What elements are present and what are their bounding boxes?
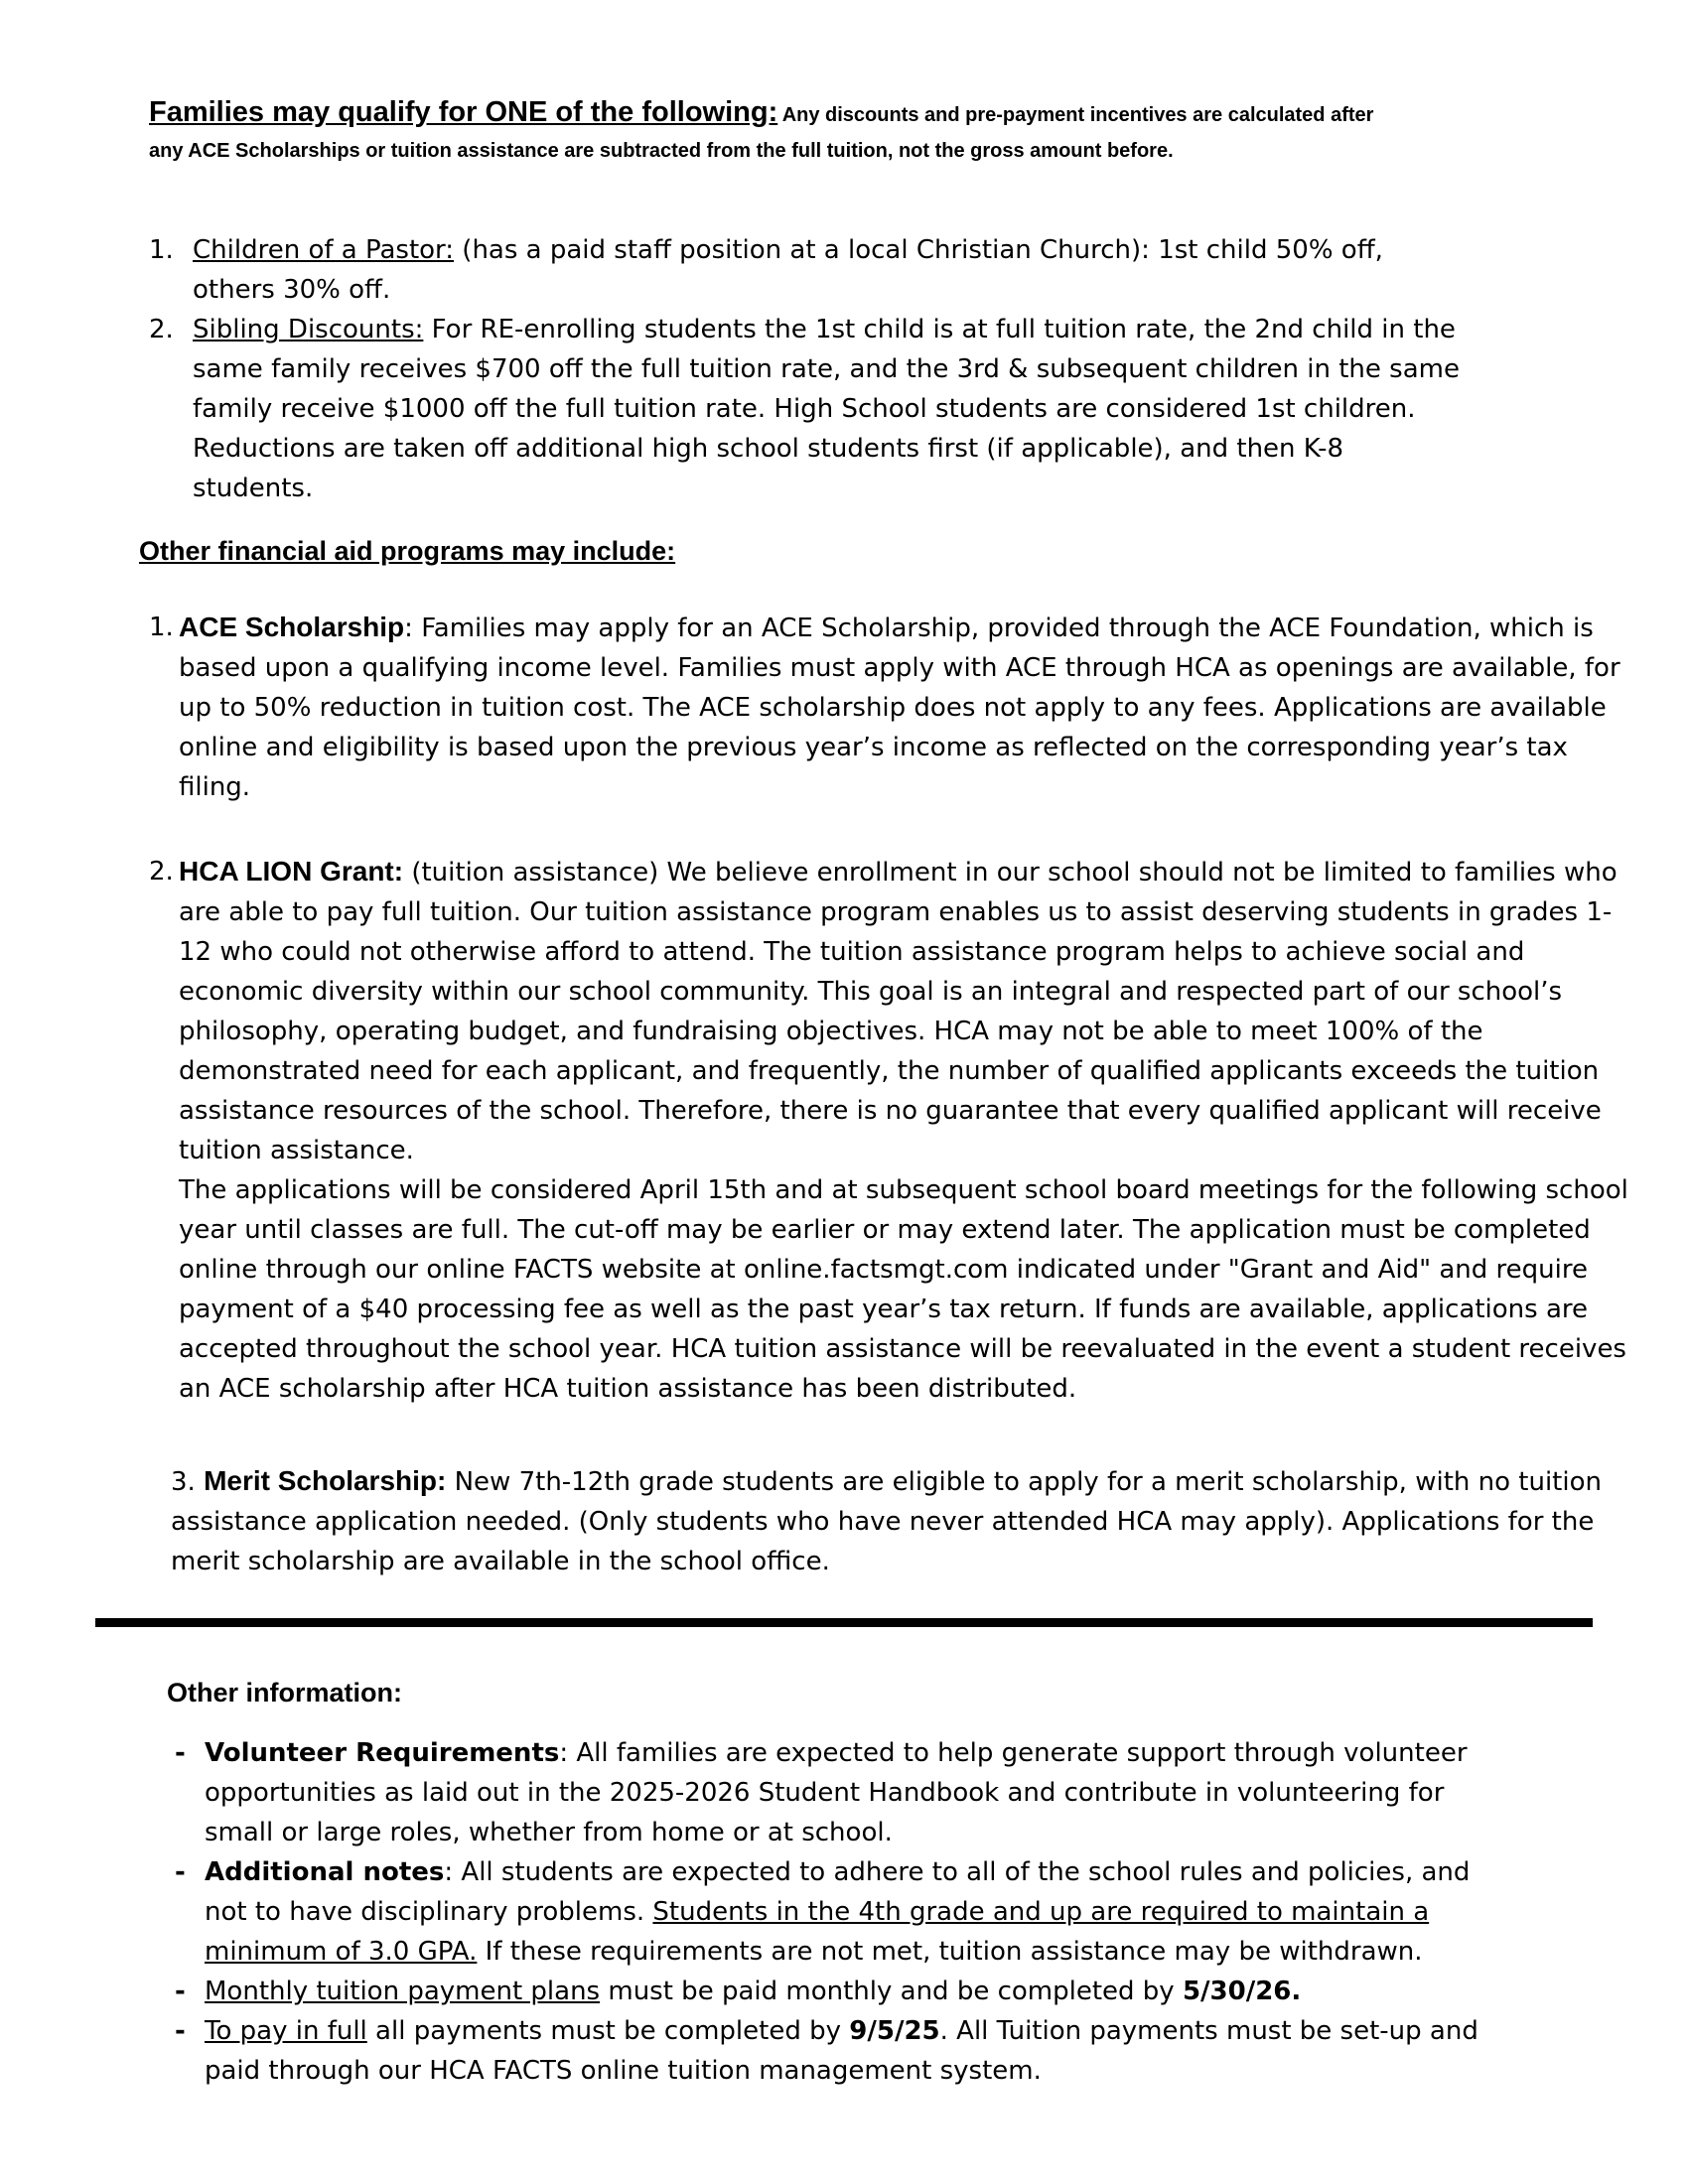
ace-scholarship-block (149, 608, 1638, 807)
item-number: 1. (149, 613, 174, 642)
merit-label: Merit Scholarship: (204, 1465, 447, 1496)
notes-label: Additional notes (205, 1857, 445, 1887)
qualify-list (149, 230, 1460, 508)
qualify-note: Any discounts and pre-payment incentives are calculated after any ACE Scholarships or tuition assistance are subtracted from the full tuition, not the gross amount before. (149, 104, 1374, 162)
lion-text-2: The applications will be considered April 15th and at subsequent school board meetings for the following school year until classes are full. The cut-off may be earlier or may extend later. The application must be completed online through our online FACTS website at online.factsmgt.com indicated under "Grant and Aid" and require payment of a $40 processing fee as well as the past year’s tax return. If funds are available, applications are accepted throughout the school year. HCA tuition assistance will be reevaluated in the event a student receives an ACE scholarship after HCA tuition assistance has been distributed. (179, 1175, 1628, 1404)
merit-text: New 7th-12th grade students are eligible to apply for a merit scholarship, with no tuition assistance application needed. (Only students who have never attended HCA may apply). Applications for the merit scholarship are available in the school office. (171, 1467, 1602, 1576)
volunteer-label: Volunteer Requirements (205, 1738, 560, 1768)
monthly-date: 5/30/26. (1182, 1977, 1302, 2006)
dash-bullet: - (175, 1977, 186, 2006)
item-number: 1. (149, 235, 174, 265)
ace-text: : Families may apply for an ACE Scholarship, provided through the ACE Foundation, which is based upon a qualifying income level. Families must apply with ACE through HCA as openings are available, for up to 50% reduction in tuition cost. The ACE scholarship does not apply to any fees. Applications are available online and eligibility is based upon the previous year’s income as reflected on the corresponding year’s tax filing. (179, 614, 1620, 802)
other-info-heading: Other information: (167, 1678, 402, 1707)
full-pay-date: 9/5/25 (849, 2016, 940, 2046)
sibling-label: Sibling Discounts: (193, 315, 424, 344)
item-number: 3. (171, 1467, 196, 1497)
merit-scholarship-block (171, 1461, 1630, 1581)
monthly-label: Monthly tuition payment plans (205, 1977, 601, 2006)
ace-label: ACE Scholarship (179, 612, 405, 642)
notes-text-a: : All students are expected to adhere to all of the school rules and policies, and not to have disciplinary problems. (205, 1857, 1471, 1927)
item-number: 2. (149, 315, 174, 344)
list-item (175, 2011, 1495, 2091)
qualify-heading: Families may qualify for ONE of the following: (149, 96, 778, 128)
aid-heading: Other financial aid programs may include: (139, 536, 676, 566)
full-pay-text-a: all payments must be completed by (366, 2016, 850, 2046)
volunteer-text: : All families are expected to help generate support through volunteer opportunities as laid out in the 2025-2026 Student Handbook and contribute in volunteering for small or large roles, whether from home or at school. (205, 1738, 1468, 1847)
lion-text-1: (tuition assistance) We believe enrollment in our school should not be limited to families who are able to pay full tuition. Our tuition assistance program enables us to assist deserving students in grades 1-12 who could not otherwise afford to attend. The tuition assistance program helps to achieve social and economic diversity within our school community. This goal is an integral and respected part of our school’s philosophy, operating budget, and fundraising objectives. HCA may not be able to meet 100% of the demonstrated need for each applicant, and frequently, the number of qualified applicants exceeds the tuition assistance resources of the school. Therefore, there is no guarantee that every qualified applicant will receive tuition assistance. (179, 858, 1618, 1165)
dash-bullet: - (175, 1738, 186, 1768)
list-item (175, 1852, 1495, 1972)
qualify-header (149, 95, 1400, 170)
gpa-requirement: Students in the 4th grade and up are required to maintain a minimum of 3.0 GPA. (205, 1897, 1430, 1967)
list-item (149, 310, 1460, 508)
notes-text-b: If these requirements are not met, tuition assistance may be withdrawn. (477, 1937, 1423, 1967)
list-item (175, 1972, 1495, 2011)
item-number: 2. (149, 857, 174, 887)
list-item (149, 230, 1460, 310)
pastor-text: (has a paid staff position at a local Christian Church): 1st child 50% off, others 30% off. (193, 235, 1383, 305)
pastor-label: Children of a Pastor: (193, 235, 455, 265)
list-item (149, 608, 1638, 807)
dash-bullet: - (175, 1857, 186, 1887)
section-divider (95, 1618, 1593, 1627)
monthly-text: must be paid monthly and be completed by (600, 1977, 1183, 2006)
full-pay-text-b: . All Tuition payments must be set-up and paid through our HCA FACTS online tuition management system. (205, 2016, 1478, 2086)
other-info-list (175, 1733, 1495, 2091)
dash-bullet: - (175, 2016, 186, 2046)
full-pay-label: To pay in full (205, 2016, 367, 2046)
lion-grant-block (149, 852, 1638, 1409)
list-item (175, 1733, 1495, 1852)
lion-label: HCA LION Grant: (179, 856, 404, 887)
sibling-text: For RE-enrolling students the 1st child is at full tuition rate, the 2nd child in the same family receives $700 off the full tuition rate, and the 3rd & subsequent children in the same family receive $1000 off the full tuition rate. High School students are considered 1st children. Reductions are taken off additional high school students first (if applicable), and then K-8 students. (193, 315, 1460, 503)
list-item (149, 852, 1638, 1409)
